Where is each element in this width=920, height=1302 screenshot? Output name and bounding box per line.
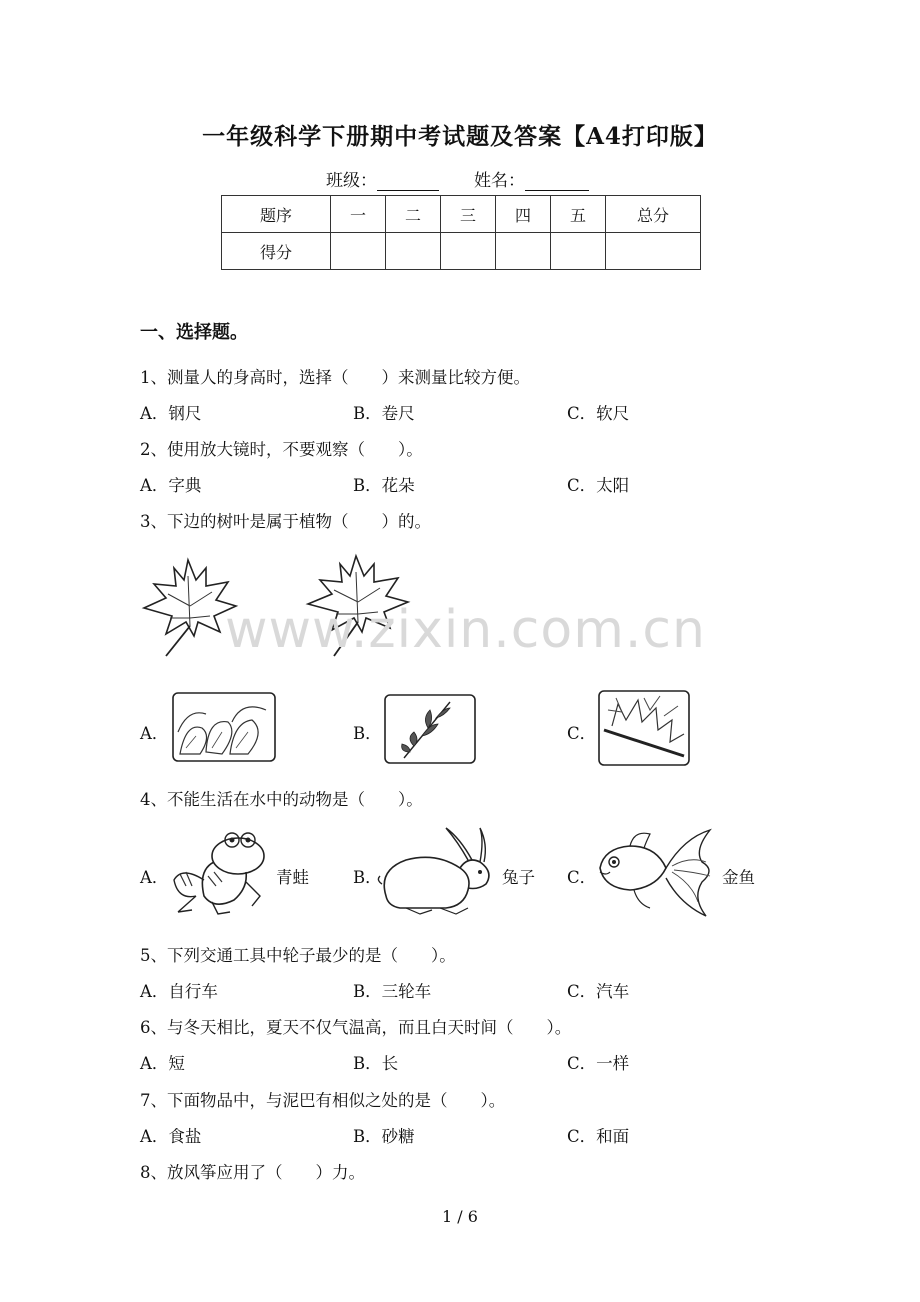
name-label: 姓名： [474, 171, 525, 191]
q3-option-c[interactable]: C． [567, 724, 597, 743]
score-cell[interactable] [551, 233, 606, 270]
q1-option-a[interactable]: A．钢尺 [140, 404, 202, 423]
header-cell: 三 [441, 196, 496, 233]
class-label: 班级： [326, 171, 377, 191]
class-field [326, 166, 439, 191]
q3-option-b[interactable]: B． [353, 724, 382, 743]
name-field [474, 166, 589, 191]
question-8: 8、放风筝应用了（ ）力。 [140, 1163, 365, 1182]
maple-branch-image [598, 690, 690, 766]
section-heading: 一、选择题。 [140, 322, 248, 343]
q5-option-b[interactable]: B．三轮车 [353, 982, 432, 1001]
q6-option-c[interactable]: C．一样 [567, 1054, 630, 1073]
q6-option-b[interactable]: B．长 [353, 1054, 399, 1073]
score-cell[interactable] [386, 233, 441, 270]
frog-image [168, 826, 270, 918]
q1-option-c[interactable]: C．软尺 [567, 404, 630, 423]
rabbit-image [376, 826, 500, 918]
q7-option-c[interactable]: C．和面 [567, 1127, 630, 1146]
taro-plant-image [172, 692, 276, 762]
class-blank[interactable] [377, 172, 439, 191]
question-2: 2、使用放大镜时，不要观察（ ）。 [140, 440, 423, 459]
question-6: 6、与冬天相比，夏天不仅气温高，而且白天时间（ ）。 [140, 1018, 572, 1037]
goldfish-image [594, 826, 716, 918]
header-cell: 五 [551, 196, 606, 233]
q3-option-a[interactable]: A． [140, 724, 169, 743]
rabbit-caption: 兔子 [502, 868, 535, 887]
q6-option-a[interactable]: A．短 [140, 1054, 185, 1073]
q2-option-a[interactable]: A．字典 [140, 476, 202, 495]
q2-option-c[interactable]: C．太阳 [567, 476, 630, 495]
q4-option-a[interactable]: A． [140, 868, 169, 887]
page-number: 1 / 6 [442, 1207, 478, 1226]
q4-option-b[interactable]: B． [353, 868, 382, 887]
q7-option-b[interactable]: B．砂糖 [353, 1127, 415, 1146]
willow-branch-image [384, 694, 476, 764]
question-4: 4、不能生活在水中的动物是（ ）。 [140, 790, 423, 809]
q2-option-b[interactable]: B．花朵 [353, 476, 415, 495]
frog-caption: 青蛙 [276, 868, 309, 887]
question-5: 5、下列交通工具中轮子最少的是（ ）。 [140, 946, 456, 965]
score-cell[interactable] [441, 233, 496, 270]
question-7: 7、下面物品中，与泥巴有相似之处的是（ ）。 [140, 1091, 506, 1110]
header-cell: 一 [331, 196, 386, 233]
question-1: 1、测量人的身高时，选择（ ）来测量比较方便。 [140, 368, 530, 387]
question-3: 3、下边的树叶是属于植物（ ）的。 [140, 512, 431, 531]
name-blank[interactable] [525, 172, 589, 191]
score-cell[interactable] [496, 233, 551, 270]
header-cell: 四 [496, 196, 551, 233]
goldfish-caption: 金鱼 [722, 868, 755, 887]
score-cell[interactable] [606, 233, 701, 270]
q1-option-b[interactable]: B．卷尺 [353, 404, 415, 423]
score-row [222, 233, 701, 270]
q5-option-a[interactable]: A．自行车 [140, 982, 218, 1001]
score-cell[interactable] [331, 233, 386, 270]
q7-option-a[interactable]: A．食盐 [140, 1127, 202, 1146]
score-table-header-row [222, 196, 701, 233]
q5-option-c[interactable]: C．汽车 [567, 982, 630, 1001]
q4-option-c[interactable]: C． [567, 868, 597, 887]
header-cell: 二 [386, 196, 441, 233]
score-table [221, 195, 701, 270]
header-cell: 题序 [222, 196, 331, 233]
page-title: 一年级科学下册期中考试题及答案【A4打印版】 [202, 123, 718, 150]
header-cell: 总分 [606, 196, 701, 233]
watermark: www.zixin.com.cn [225, 600, 706, 660]
score-row-label: 得分 [222, 233, 331, 270]
